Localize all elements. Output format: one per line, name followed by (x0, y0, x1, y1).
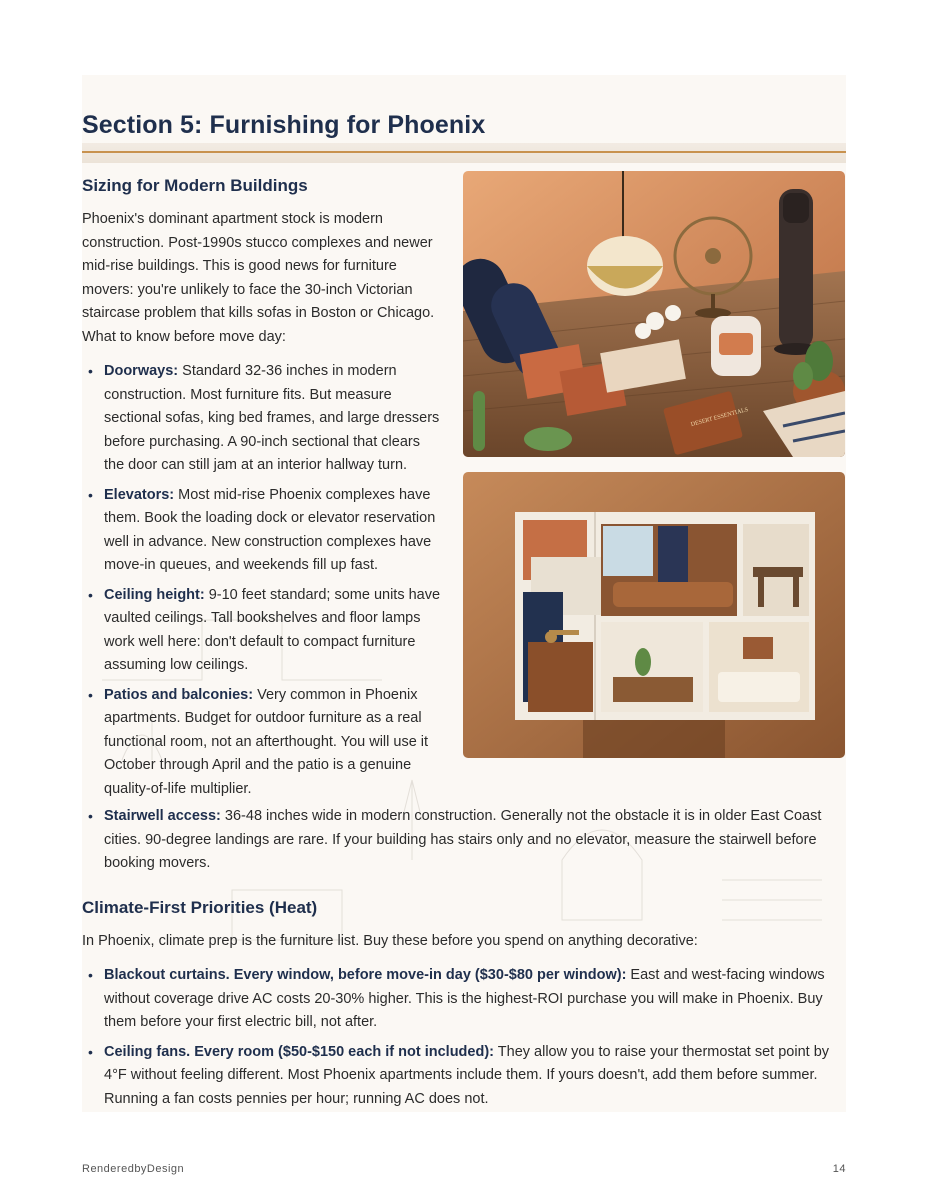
sizing-bullet-list (82, 360, 444, 807)
list-item: • Doorways: Standard 32-36 inches in modern construction. Most furniture fits. But measure sectional sofas, king bed frames, and large dressers before purchasing. A 90-inch sectional that clears the door can still jam at an interior hallway turn. (82, 360, 444, 478)
list-item: • Ceiling fans. Every room ($50-$150 each if not included): They allow you to raise your thermostat set point by 4°F without feeling different. Most Phoenix apartments include them. If yours doesn't, add them before summer. Running a fan costs pennies per hour; running AC does not. (82, 1041, 846, 1112)
footer-brand: RenderedbyDesign (82, 1163, 185, 1175)
title-divider-band (82, 143, 846, 163)
list-item: • Ceiling height: 9-10 feet standard; some units have vaulted ceilings. Tall bookshelves and floor lamps work well here: don't default to compact furniture assuming low ceilings. (82, 584, 444, 678)
desert-essentials-illustration (463, 171, 845, 457)
list-item: • Stairwell access: 36-48 inches wide in modern construction. Generally not the obstacle it is in older East Coast cities. 90-degree landings are rare. If your building has stairs only and no elevator, measure the stairwell before booking movers. (82, 805, 846, 876)
title-divider-line (82, 151, 846, 153)
climate-intro: In Phoenix, climate prep is the furniture list. Buy these before you spend on anything decorative: (82, 933, 698, 949)
interior-lookbook-illustration (463, 472, 845, 758)
page-title: Section 5: Furnishing for Phoenix (82, 111, 486, 139)
stairwell-bullet-list (82, 805, 846, 882)
desert-essentials-photo (463, 171, 845, 457)
sizing-intro: Phoenix's dominant apartment stock is modern construction. Post-1990s stucco complexes and newer mid-rise buildings. This is good news for furniture movers: you're unlikely to face the 30-inch Victorian staircase problem that kills sofas in Boston or Chicago. What to know before move day: (82, 211, 435, 345)
list-item: • Elevators: Most mid-rise Phoenix complexes have them. Book the loading dock or elevator reservation well in advance. New construction complexes have move-in queues, and weekends fill up fast. (82, 484, 444, 578)
list-item: • Patios and balconies: Very common in Phoenix apartments. Budget for outdoor furniture as a real functional room, not an afterthought. You will use it October through April and the patio is a genuine quality-of-life multiplier. (82, 684, 444, 802)
book-cover-text: DESERT ESSENTIALS (690, 406, 749, 429)
section-heading-climate: Climate-First Priorities (Heat) (82, 898, 318, 917)
list-item: • Blackout curtains. Every window, before move-in day ($30-$80 per window): East and west-facing windows without coverage drive AC costs 20-30% higher. This is the highest-ROI purchase you will make in Phoenix. Buy them before your first electric bill, not after. (82, 964, 846, 1035)
page-number: 14 (832, 1163, 846, 1175)
section-heading-sizing: Sizing for Modern Buildings (82, 176, 308, 195)
interior-lookbook-photo (463, 472, 845, 758)
climate-bullet-list (82, 964, 846, 1117)
